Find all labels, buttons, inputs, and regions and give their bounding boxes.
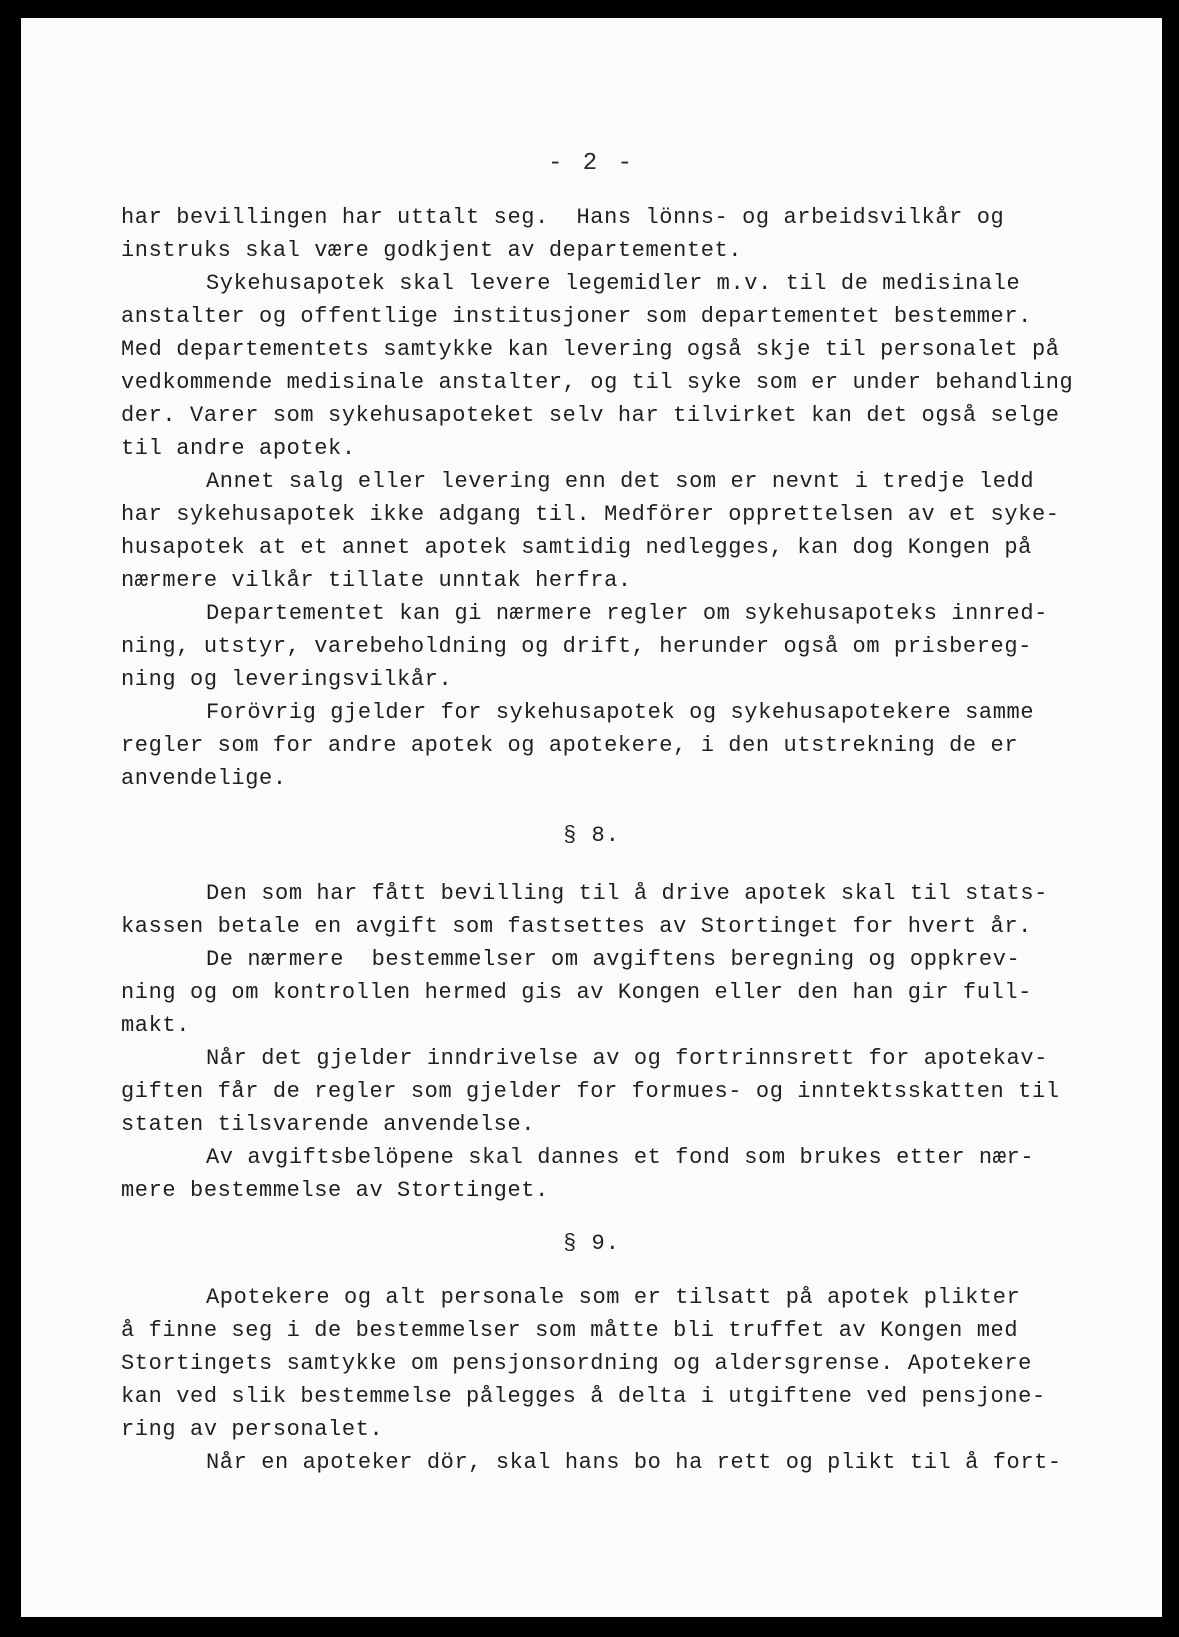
section-heading-9: § 9. — [563, 1231, 620, 1256]
document-page — [21, 18, 1162, 1617]
text-line: makt. — [121, 1013, 191, 1038]
text-line: anvendelige. — [121, 766, 287, 791]
text-line: Den som har fått bevilling til å drive apotek skal til stats- — [206, 881, 1048, 906]
text-line: Når en apoteker dör, skal hans bo ha rett og plikt til å fort- — [206, 1450, 1062, 1475]
text-line: Annet salg eller levering enn det som er nevnt i tredje ledd — [206, 469, 1035, 494]
text-line: regler som for andre apotek og apotekere, i den utstrekning de er — [121, 733, 1019, 758]
text-line: å finne seg i de bestemmelser som måtte bli truffet av Kongen med — [121, 1318, 1019, 1343]
text-line: Stortingets samtykke om pensjonsordning og aldersgrense. Apotekere — [121, 1351, 1032, 1376]
text-line: ning og om kontrollen hermed gis av Kongen eller den han gir full- — [121, 980, 1032, 1005]
text-line: har bevillingen har uttalt seg. Hans lönns- og arbeidsvilkår og — [121, 205, 1005, 230]
text-line: De nærmere bestemmelser om avgiftens beregning og oppkrev- — [206, 947, 1021, 972]
text-line: ning, utstyr, varebeholdning og drift, herunder også om prisbereg- — [121, 634, 1032, 659]
section-heading-8: § 8. — [563, 823, 620, 848]
text-line: Forövrig gjelder for sykehusapotek og sykehusapotekere samme — [206, 700, 1035, 725]
text-line: staten tilsvarende anvendelse. — [121, 1112, 536, 1137]
text-line: nærmere vilkår tillate unntak herfra. — [121, 568, 632, 593]
text-line: Med departementets samtykke kan levering også skje til personalet på — [121, 337, 1060, 362]
text-line: husapotek at et annet apotek samtidig nedlegges, kan dog Kongen på — [121, 535, 1032, 560]
text-line: instruks skal være godkjent av departementet. — [121, 238, 743, 263]
text-line: Av avgiftsbelöpene skal dannes et fond som brukes etter nær- — [206, 1145, 1035, 1170]
text-line: Sykehusapotek skal levere legemidler m.v. til de medisinale — [206, 271, 1021, 296]
text-line: kassen betale en avgift som fastsettes av Stortinget for hvert år. — [121, 914, 1032, 939]
text-line: ring av personalet. — [121, 1417, 384, 1442]
text-line: kan ved slik bestemmelse pålegges å delta i utgiftene ved pensjone- — [121, 1384, 1046, 1409]
text-line: mere bestemmelse av Stortinget. — [121, 1178, 549, 1203]
text-line: til andre apotek. — [121, 436, 356, 461]
text-line: har sykehusapotek ikke adgang til. Medförer opprettelsen av et syke- — [121, 502, 1060, 527]
text-line: Apotekere og alt personale som er tilsatt på apotek plikter — [206, 1285, 1021, 1310]
text-line: giften får de regler som gjelder for formues- og inntektsskatten til — [121, 1079, 1060, 1104]
page-number: - 2 - — [547, 150, 635, 177]
text-line: Departementet kan gi nærmere regler om sykehusapoteks innred- — [206, 601, 1048, 626]
text-line: Når det gjelder inndrivelse av og fortrinnsrett for apotekav- — [206, 1046, 1048, 1071]
text-line: der. Varer som sykehusapoteket selv har tilvirket kan det også selge — [121, 403, 1060, 428]
text-line: ning og leveringsvilkår. — [121, 667, 453, 692]
text-line: anstalter og offentlige institusjoner som departementet bestemmer. — [121, 304, 1032, 329]
text-line: vedkommende medisinale anstalter, og til syke som er under behandling — [121, 370, 1074, 395]
